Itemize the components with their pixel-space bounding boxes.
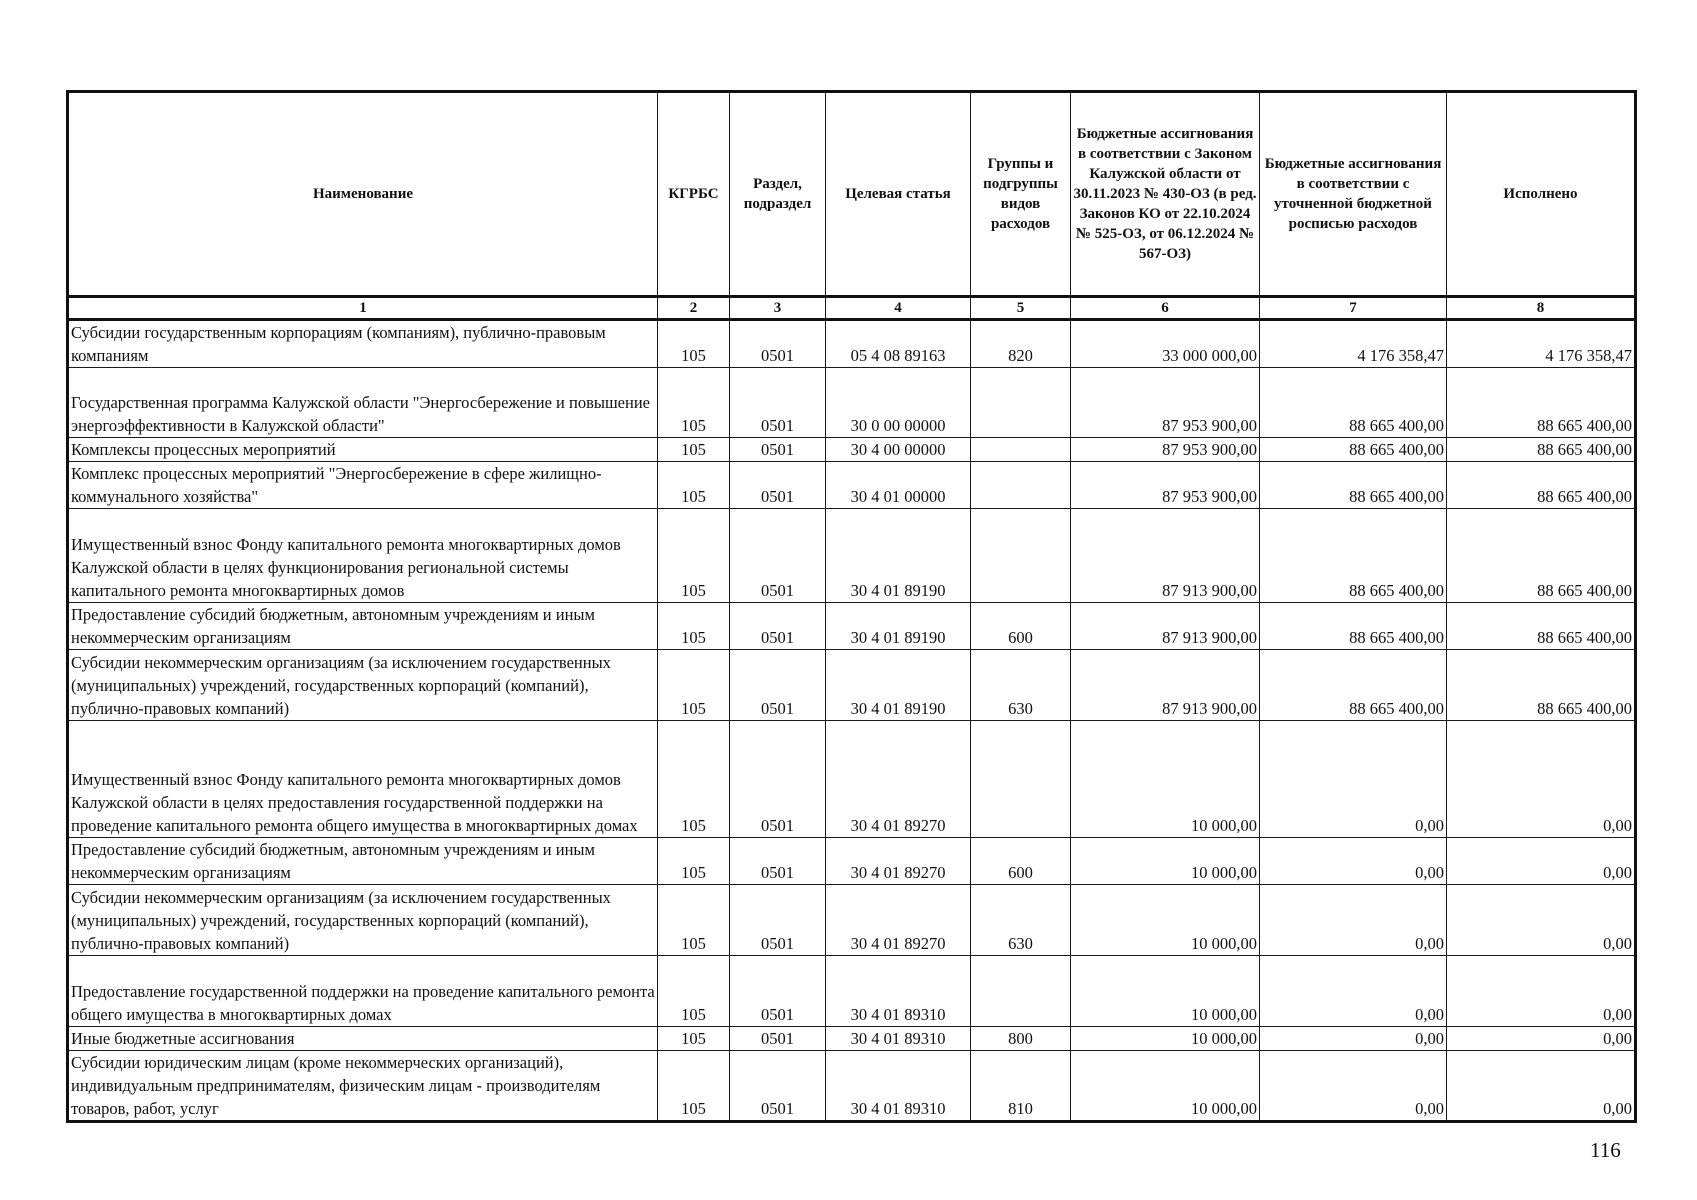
row-group: 600 bbox=[971, 603, 1071, 650]
row-name: Имущественный взнос Фонду капитального ремонта многоквартирных домов Калужской области в целях предоставления государственной поддержки на проведение капитального ремонта общего имущества в многоквартирных домах bbox=[68, 721, 658, 838]
table-row bbox=[68, 509, 1636, 603]
row-name: Иные бюджетные ассигнования bbox=[68, 1027, 658, 1051]
row-group bbox=[971, 509, 1071, 603]
header-refined-allocations: Бюджетные ассигнования в соответствии с уточненной бюджетной росписью расходов bbox=[1260, 92, 1447, 297]
column-number: 3 bbox=[730, 297, 826, 320]
row-group: 600 bbox=[971, 838, 1071, 885]
row-executed-amount: 0,00 bbox=[1447, 838, 1636, 885]
row-law-amount: 87 953 900,00 bbox=[1071, 438, 1260, 462]
row-section: 0501 bbox=[730, 650, 826, 721]
row-group bbox=[971, 368, 1071, 438]
header-name: Наименование bbox=[68, 92, 658, 297]
row-target: 30 4 01 89190 bbox=[826, 603, 971, 650]
column-number: 2 bbox=[658, 297, 730, 320]
column-number: 4 bbox=[826, 297, 971, 320]
row-section: 0501 bbox=[730, 320, 826, 368]
row-law-amount: 87 953 900,00 bbox=[1071, 462, 1260, 509]
row-section: 0501 bbox=[730, 603, 826, 650]
row-name: Субсидии некоммерческим организациям (за исключением государственных (муниципальных) учреждений, государственных корпораций (компаний), публично-правовых компаний) bbox=[68, 650, 658, 721]
row-section: 0501 bbox=[730, 956, 826, 1027]
table-row bbox=[68, 603, 1636, 650]
budget-table bbox=[66, 90, 1637, 1123]
row-executed-amount: 88 665 400,00 bbox=[1447, 603, 1636, 650]
row-law-amount: 87 913 900,00 bbox=[1071, 650, 1260, 721]
row-section: 0501 bbox=[730, 838, 826, 885]
row-kgrbs: 105 bbox=[658, 603, 730, 650]
row-name: Предоставление государственной поддержки на проведение капитального ремонта общего имущества в многоквартирных домах bbox=[68, 956, 658, 1027]
table-row bbox=[68, 1051, 1636, 1122]
row-executed-amount: 88 665 400,00 bbox=[1447, 650, 1636, 721]
table-row bbox=[68, 320, 1636, 368]
row-refined-amount: 0,00 bbox=[1260, 1051, 1447, 1122]
row-law-amount: 10 000,00 bbox=[1071, 956, 1260, 1027]
table-row bbox=[68, 885, 1636, 956]
row-target: 30 4 01 89270 bbox=[826, 885, 971, 956]
row-law-amount: 10 000,00 bbox=[1071, 1051, 1260, 1122]
row-law-amount: 87 913 900,00 bbox=[1071, 603, 1260, 650]
row-kgrbs: 105 bbox=[658, 1027, 730, 1051]
row-group bbox=[971, 462, 1071, 509]
row-kgrbs: 105 bbox=[658, 462, 730, 509]
row-kgrbs: 105 bbox=[658, 1051, 730, 1122]
row-group bbox=[971, 956, 1071, 1027]
column-number: 1 bbox=[68, 297, 658, 320]
row-refined-amount: 88 665 400,00 bbox=[1260, 509, 1447, 603]
table-row bbox=[68, 438, 1636, 462]
row-executed-amount: 0,00 bbox=[1447, 721, 1636, 838]
table-row bbox=[68, 1027, 1636, 1051]
row-law-amount: 33 000 000,00 bbox=[1071, 320, 1260, 368]
row-kgrbs: 105 bbox=[658, 438, 730, 462]
row-law-amount: 87 913 900,00 bbox=[1071, 509, 1260, 603]
row-name: Предоставление субсидий бюджетным, автономным учреждениям и иным некоммерческим организациям bbox=[68, 838, 658, 885]
header-section: Раздел, подраздел bbox=[730, 92, 826, 297]
row-target: 30 4 01 89310 bbox=[826, 956, 971, 1027]
row-name: Субсидии некоммерческим организациям (за исключением государственных (муниципальных) учреждений, государственных корпораций (компаний), публично-правовых компаний) bbox=[68, 885, 658, 956]
row-name: Комплексы процессных мероприятий bbox=[68, 438, 658, 462]
table-row bbox=[68, 462, 1636, 509]
row-target: 30 4 01 89190 bbox=[826, 509, 971, 603]
row-executed-amount: 0,00 bbox=[1447, 956, 1636, 1027]
row-group: 810 bbox=[971, 1051, 1071, 1122]
row-kgrbs: 105 bbox=[658, 956, 730, 1027]
row-group: 630 bbox=[971, 885, 1071, 956]
row-refined-amount: 0,00 bbox=[1260, 956, 1447, 1027]
column-number: 5 bbox=[971, 297, 1071, 320]
row-refined-amount: 88 665 400,00 bbox=[1260, 368, 1447, 438]
row-target: 30 4 01 89310 bbox=[826, 1051, 971, 1122]
row-refined-amount: 88 665 400,00 bbox=[1260, 650, 1447, 721]
row-executed-amount: 0,00 bbox=[1447, 1027, 1636, 1051]
column-number: 8 bbox=[1447, 297, 1636, 320]
budget-table-page bbox=[66, 90, 1634, 1123]
row-group bbox=[971, 721, 1071, 838]
table-row bbox=[68, 956, 1636, 1027]
row-refined-amount: 88 665 400,00 bbox=[1260, 438, 1447, 462]
row-name: Комплекс процессных мероприятий "Энергосбережение в сфере жилищно-коммунального хозяйства" bbox=[68, 462, 658, 509]
row-target: 30 4 01 89310 bbox=[826, 1027, 971, 1051]
row-kgrbs: 105 bbox=[658, 320, 730, 368]
row-target: 30 4 01 89270 bbox=[826, 838, 971, 885]
row-name: Государственная программа Калужской области "Энергосбережение и повышение энергоэффективности в Калужской области" bbox=[68, 368, 658, 438]
row-name: Субсидии государственным корпорациям (компаниям), публично-правовым компаниям bbox=[68, 320, 658, 368]
row-group: 820 bbox=[971, 320, 1071, 368]
row-executed-amount: 88 665 400,00 bbox=[1447, 368, 1636, 438]
row-refined-amount: 0,00 bbox=[1260, 885, 1447, 956]
header-groups: Группы и подгруппы видов расходов bbox=[971, 92, 1071, 297]
table-row bbox=[68, 650, 1636, 721]
row-law-amount: 10 000,00 bbox=[1071, 1027, 1260, 1051]
row-kgrbs: 105 bbox=[658, 650, 730, 721]
row-executed-amount: 88 665 400,00 bbox=[1447, 462, 1636, 509]
row-target: 30 4 01 00000 bbox=[826, 462, 971, 509]
row-executed-amount: 0,00 bbox=[1447, 885, 1636, 956]
row-section: 0501 bbox=[730, 462, 826, 509]
row-section: 0501 bbox=[730, 368, 826, 438]
row-section: 0501 bbox=[730, 1051, 826, 1122]
header-kgrbs: КГРБС bbox=[658, 92, 730, 297]
row-kgrbs: 105 bbox=[658, 509, 730, 603]
row-kgrbs: 105 bbox=[658, 368, 730, 438]
row-group: 800 bbox=[971, 1027, 1071, 1051]
row-target: 30 4 01 89190 bbox=[826, 650, 971, 721]
row-target: 05 4 08 89163 bbox=[826, 320, 971, 368]
row-kgrbs: 105 bbox=[658, 838, 730, 885]
row-law-amount: 10 000,00 bbox=[1071, 838, 1260, 885]
row-section: 0501 bbox=[730, 721, 826, 838]
row-name: Предоставление субсидий бюджетным, автономным учреждениям и иным некоммерческим организациям bbox=[68, 603, 658, 650]
row-kgrbs: 105 bbox=[658, 721, 730, 838]
header-law-allocations: Бюджетные ассигнования в соответствии с Законом Калужской области от 30.11.2023 № 430-ОЗ (в ред. Законов КО от 22.10.2024 № 525-ОЗ, от 06.12.2024 № 567-ОЗ) bbox=[1071, 92, 1260, 297]
row-section: 0501 bbox=[730, 509, 826, 603]
row-executed-amount: 4 176 358,47 bbox=[1447, 320, 1636, 368]
row-executed-amount: 88 665 400,00 bbox=[1447, 438, 1636, 462]
table-row bbox=[68, 368, 1636, 438]
column-number: 7 bbox=[1260, 297, 1447, 320]
row-executed-amount: 88 665 400,00 bbox=[1447, 509, 1636, 603]
row-name: Субсидии юридическим лицам (кроме некоммерческих организаций), индивидуальным предпринимателям, физическим лицам - производителям товаров, работ, услуг bbox=[68, 1051, 658, 1122]
row-law-amount: 87 953 900,00 bbox=[1071, 368, 1260, 438]
row-refined-amount: 4 176 358,47 bbox=[1260, 320, 1447, 368]
page-number: 116 bbox=[1590, 1138, 1621, 1162]
row-target: 30 4 00 00000 bbox=[826, 438, 971, 462]
column-number: 6 bbox=[1071, 297, 1260, 320]
row-refined-amount: 88 665 400,00 bbox=[1260, 462, 1447, 509]
row-law-amount: 10 000,00 bbox=[1071, 885, 1260, 956]
row-name: Имущественный взнос Фонду капитального ремонта многоквартирных домов Калужской области в целях функционирования региональной системы капитального ремонта многоквартирных домов bbox=[68, 509, 658, 603]
row-section: 0501 bbox=[730, 1027, 826, 1051]
row-refined-amount: 0,00 bbox=[1260, 721, 1447, 838]
row-refined-amount: 0,00 bbox=[1260, 1027, 1447, 1051]
header-executed: Исполнено bbox=[1447, 92, 1636, 297]
row-law-amount: 10 000,00 bbox=[1071, 721, 1260, 838]
row-executed-amount: 0,00 bbox=[1447, 1051, 1636, 1122]
table-row bbox=[68, 721, 1636, 838]
row-target: 30 4 01 89270 bbox=[826, 721, 971, 838]
row-group: 630 bbox=[971, 650, 1071, 721]
row-refined-amount: 0,00 bbox=[1260, 838, 1447, 885]
header-target: Целевая статья bbox=[826, 92, 971, 297]
row-kgrbs: 105 bbox=[658, 885, 730, 956]
column-number-row bbox=[68, 297, 1636, 320]
row-group bbox=[971, 438, 1071, 462]
table-row bbox=[68, 838, 1636, 885]
table-header-row bbox=[68, 92, 1636, 297]
row-refined-amount: 88 665 400,00 bbox=[1260, 603, 1447, 650]
row-target: 30 0 00 00000 bbox=[826, 368, 971, 438]
row-section: 0501 bbox=[730, 438, 826, 462]
row-section: 0501 bbox=[730, 885, 826, 956]
